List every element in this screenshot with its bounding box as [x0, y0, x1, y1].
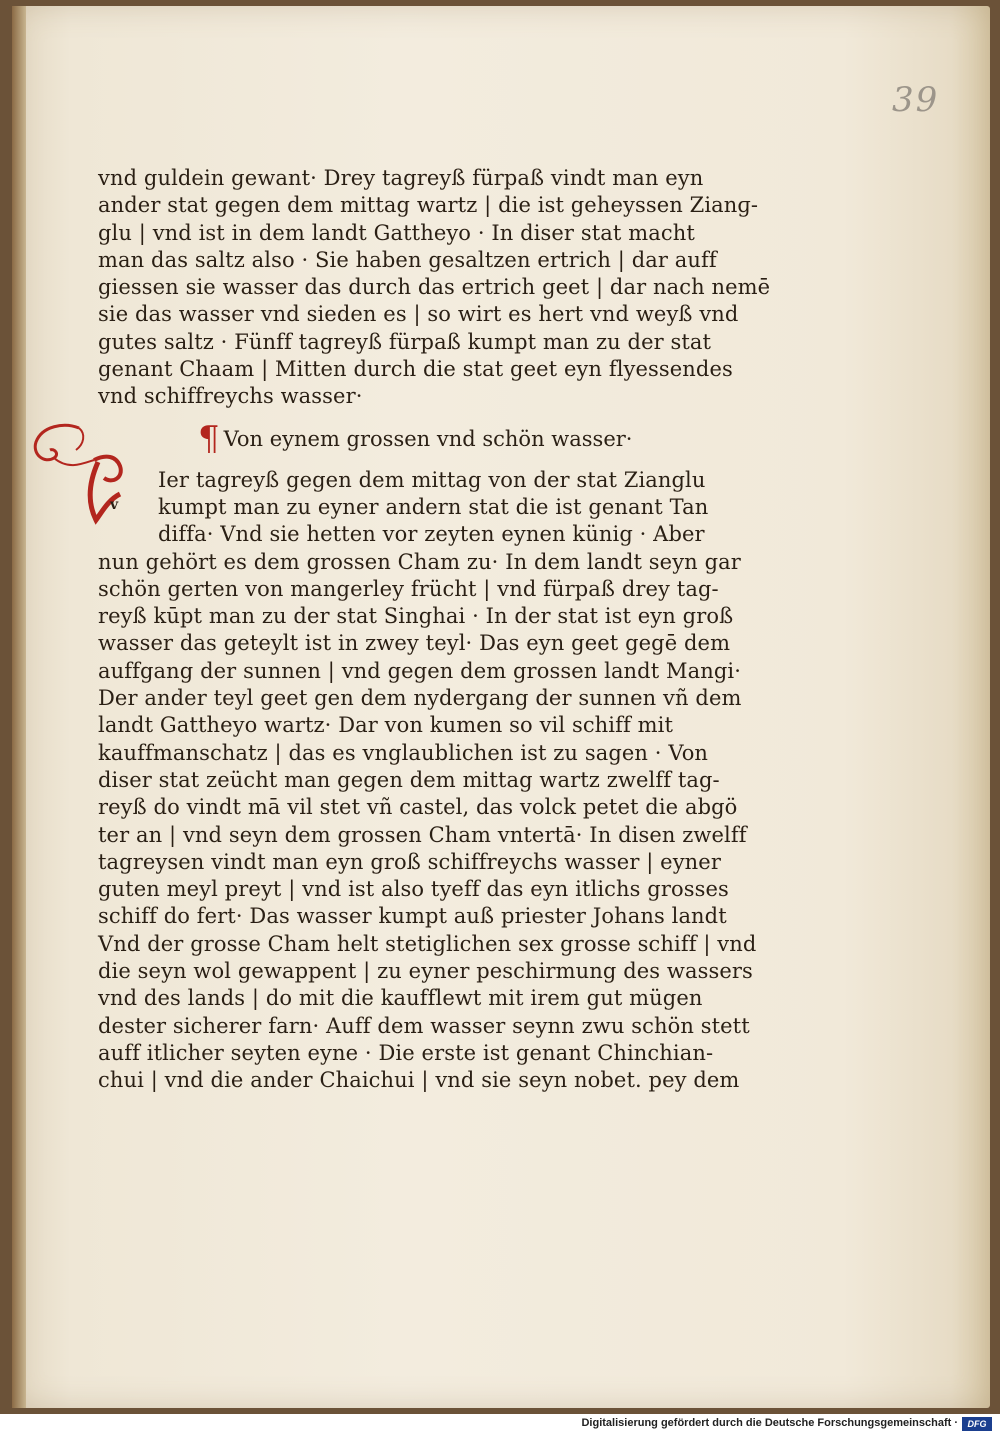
text-line: diser stat zeücht man gegen dem mittag wartz zwelff tag- — [98, 767, 720, 792]
text-line: auffgang der sunnen | vnd gegen dem grossen landt Mangi· — [98, 658, 742, 683]
text-line: glu | vnd ist in dem landt Gattheyo · In diser stat macht — [98, 220, 695, 245]
text-line: ander stat gegen dem mittag wartz | die ist geheyssen Zianɡ- — [98, 193, 759, 218]
text-line: giessen sie wasser das durch das ertrich geet | dar nach nemē — [98, 275, 771, 300]
text-line: Ier tagreyß gegen dem mittag von der stat Zianglu — [158, 467, 706, 492]
text-line: genant Chaam | Mitten durch die stat geet eyn flyessendes — [98, 357, 733, 382]
chapter-heading-text: Von eynem grossen vnd schön wasser· — [223, 426, 633, 451]
footer-credit: Digitalisierung gefördert durch die Deutsche Forschungsgemeinschaft · — [581, 1417, 958, 1429]
text-block — [98, 165, 771, 1095]
binding-gutter — [12, 6, 26, 1408]
pilcrow-mark: ¶ — [198, 418, 220, 459]
text-line: Der ander teyl geet gen dem nydergang der sunnen vñ dem — [98, 686, 742, 711]
chapter-body — [98, 467, 757, 1095]
guide-letter: v — [110, 497, 119, 513]
text-line: reyß kūpt man zu der stat Singhai · In der stat ist eyn groß — [98, 604, 734, 629]
text-line: guten meyl preyt | vnd ist also tyeff das eyn itlichs grosses — [98, 877, 729, 902]
text-line: nun gehört es dem grossen Cham zu· In dem landt seyn gar — [98, 549, 741, 574]
text-line: vnd guldein gewant· Drey tagreyß fürpaß vindt man eyn — [98, 166, 704, 190]
text-line: vnd schiffreychs wasser· — [98, 384, 363, 409]
text-line: diffa· Vnd sie hetten vor zeyten eynen künig · Aber — [158, 522, 705, 547]
folio-number: 39 — [892, 80, 940, 120]
text-line: Vnd der grosse Cham helt stetiglichen sex grosse schiff | vnd — [98, 931, 757, 956]
text-line: kauffmanschatz | das es vnglaublichen ist zu sagen · Von — [98, 740, 709, 765]
text-line: die seyn wol gewappent | zu eyner peschirmung des wassers — [98, 959, 753, 984]
text-line: vnd des lands | do mit die kaufflewt mit irem gut mügen — [98, 986, 703, 1011]
text-line: man das saltz also · Sie haben gesaltzen ertrich | dar auff — [98, 247, 717, 272]
text-line: reyß do vindt mā vil stet vñ castel, das volck petet die abgö — [98, 795, 738, 820]
text-line: kumpt man zu eyner andern stat die ist genant Tan — [158, 494, 709, 519]
text-line: gutes saltz · Fünff tagreyß fürpaß kumpt man zu der stat — [98, 329, 712, 354]
text-line: dester sicherer farn· Auff dem wasser seynn zwu schön stett — [98, 1013, 750, 1038]
text-line: chui | vnd die ander Chaichui | vnd sie seyn nobet. pey dem — [98, 1068, 740, 1093]
chapter-heading — [98, 418, 748, 459]
red-initial-v-decoration — [24, 420, 134, 530]
opening-paragraph — [98, 165, 771, 411]
footer-bar — [0, 1414, 1000, 1435]
text-line: auff itlicher seyten eyne · Die erste ist genant Chinchian- — [98, 1040, 714, 1065]
text-line: schiff do fert· Das wasser kumpt auß priester Johans landt — [98, 904, 727, 929]
text-line: ter an | vnd seyn dem grossen Cham vntertā· In disen zwelff — [98, 822, 747, 847]
text-line: schön gerten von mangerley frücht | vnd fürpaß drey tag- — [98, 576, 719, 601]
text-line: landt Gattheyo wartz· Dar von kumen so vil schiff mit — [98, 713, 674, 738]
dfg-logo: DFG — [962, 1417, 992, 1431]
text-line: sie das wasser vnd sieden es | so wirt es hert vnd weyß vnd — [98, 302, 739, 327]
text-line: tagreysen vindt man eyn groß schiffreychs wasser | eyner — [98, 849, 721, 874]
text-line: wasser das geteylt ist in zwey teyl· Das eyn geet gegē dem — [98, 631, 731, 656]
